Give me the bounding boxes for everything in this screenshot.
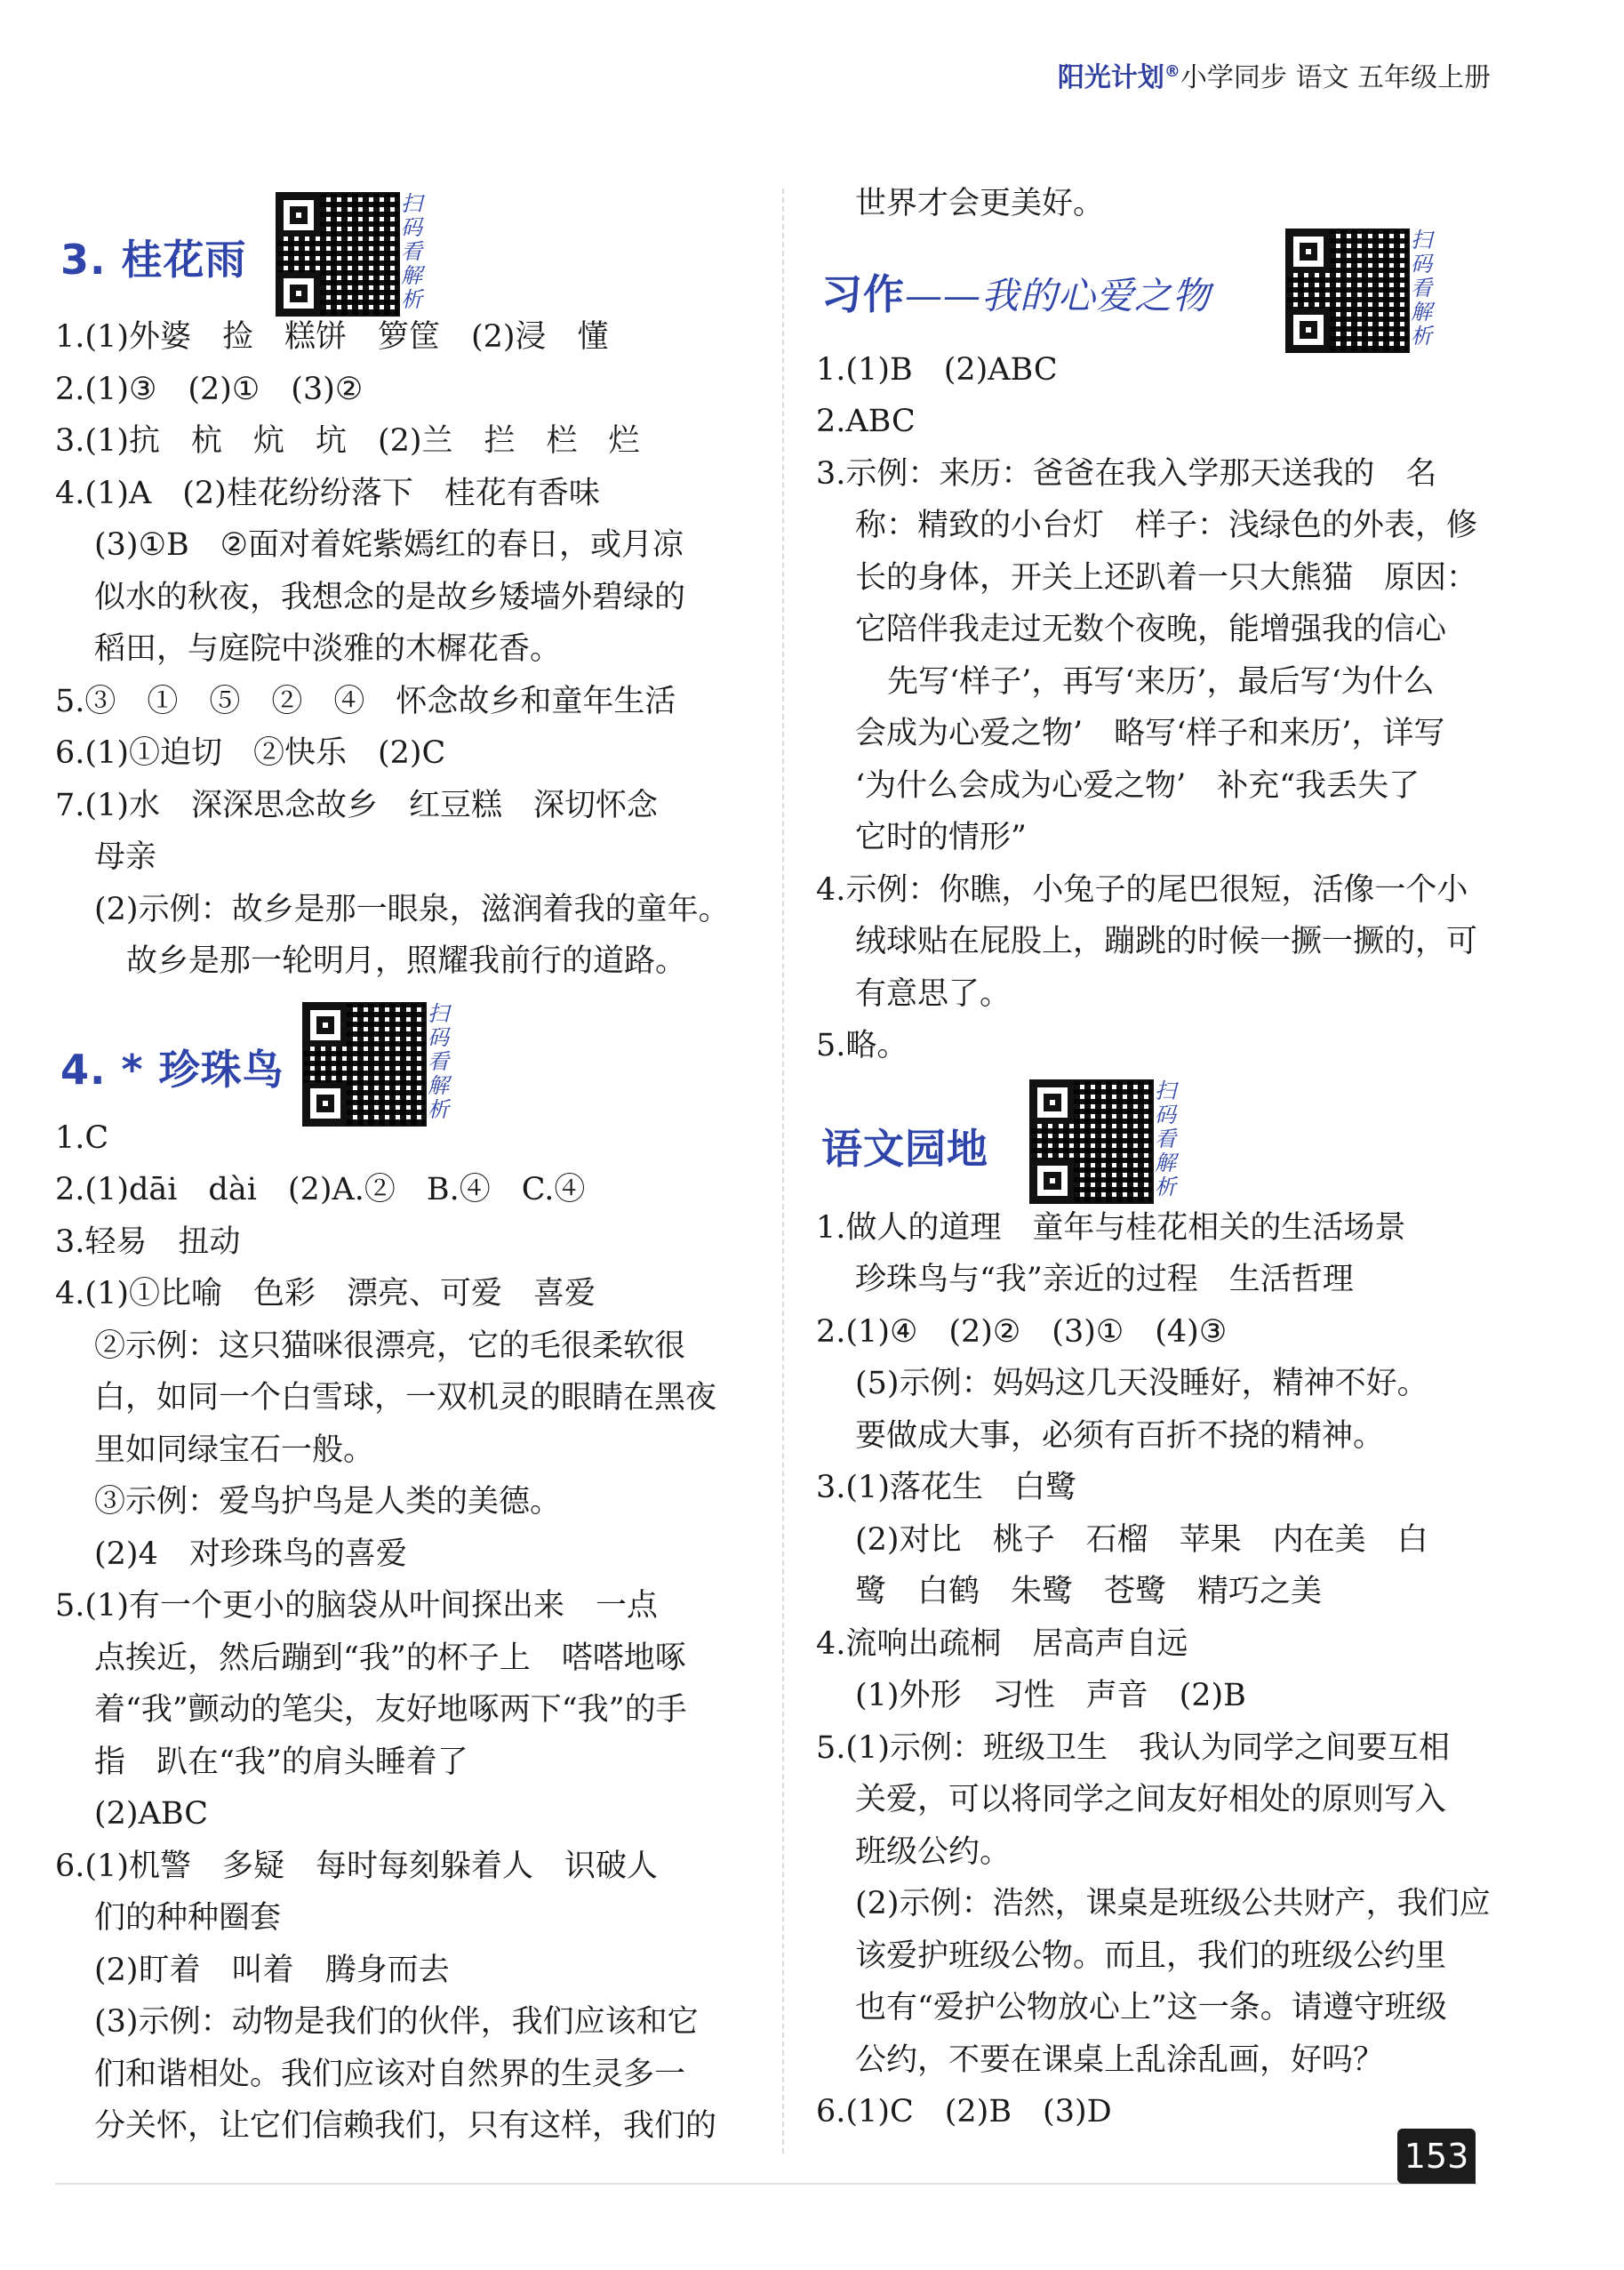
answers-composition <box>816 344 1518 1072</box>
answer-line: (2)对比 桃子 石榴 苹果 内在美 白 <box>855 1521 1428 1558</box>
section-title: 语文园地 <box>821 1124 988 1173</box>
left-column <box>55 178 766 2153</box>
qr-code-icon[interactable] <box>1287 230 1408 351</box>
answer-line: 2.(1)③ (2)① (3)② <box>55 371 364 407</box>
answer-line: 5.(1)有一个更小的脑袋从叶间探出来 一点 <box>55 1588 658 1624</box>
answer-line: 班级公约。 <box>855 1833 1012 1870</box>
answer-line: 1.C <box>55 1119 109 1156</box>
answer-line: 3.示例：来历：爸爸在我入学那天送我的 名 <box>816 455 1437 492</box>
answer-line: 称：精致的小台灯 样子：浅绿色的外表，修 <box>855 508 1478 543</box>
answer-line: 6.(1)①迫切 ②快乐 (2)C <box>55 735 446 771</box>
answer-line: 6.(1)机警 多疑 每时每刻躲着人 识破人 <box>55 1848 658 1884</box>
section-title <box>821 262 1211 321</box>
answer-line: 珍珠鸟与“我”亲近的过程 生活哲理 <box>855 1262 1354 1297</box>
answer-line: 会成为心爱之物’ 略写‘样子和来历’，详写 <box>855 716 1445 751</box>
section-title: 4. * 珍珠鸟 <box>60 1045 284 1094</box>
brand-name: 阳光计划 <box>1057 62 1164 93</box>
answer-line: 5.(1)示例：班级卫生 我认为同学之间要互相 <box>816 1729 1450 1766</box>
page-header <box>1058 55 1491 94</box>
answer-line: (5)示例：妈妈这几天没睡好，精神不好。 <box>855 1366 1428 1401</box>
answer-line: 鹭 白鹤 朱鹭 苍鹭 精巧之美 <box>855 1574 1323 1609</box>
answer-line: 先写‘样子’，再写‘来历’，最后写‘为什么 <box>887 663 1435 700</box>
answer-line: 们的种种圈套 <box>94 1900 282 1936</box>
qr-code-icon[interactable] <box>277 194 398 315</box>
qr-code-icon[interactable] <box>1031 1081 1152 1202</box>
answer-line: 2.(1)④ (2)② (3)① (4)③ <box>816 1313 1228 1350</box>
answer-line: (2)ABC <box>94 1796 209 1832</box>
registered-mark: ® <box>1164 62 1180 81</box>
answer-line: 公约，不要在课桌上乱涂乱画，好吗？ <box>855 2041 1385 2078</box>
answer-line: 有意思了。 <box>855 975 1012 1012</box>
answer-line: 该爱护班级公物。而且，我们的班级公约里 <box>855 1937 1447 1974</box>
answer-line: 它时的情形” <box>855 820 1027 855</box>
answer-line: 着“我”颤动的笔尖，友好地啄两下“我”的手 <box>94 1692 687 1728</box>
section-title: 3. 桂花雨 <box>60 236 247 284</box>
answer-line: ‘为什么会成为心爱之物’ 补充“我丢失了 <box>855 767 1420 804</box>
answer-line: 2.(1)dāi dài (2)A.② B.④ C.④ <box>55 1172 586 1207</box>
answer-line: ②示例：这只猫咪很漂亮，它的毛很柔软很 <box>94 1328 686 1364</box>
answer-line: (3)①B ②面对着姹紫嫣红的春日，或月凉 <box>94 527 684 563</box>
answer-line: 们和谐相处。我们应该对自然界的生灵多一 <box>94 2056 686 2092</box>
qr-label: 扫码看解析 <box>428 1000 449 1122</box>
answer-line: ③示例：爱鸟护鸟是人类的美德。 <box>94 1484 562 1520</box>
answer-line: (2)示例：浩然，课桌是班级公共财产，我们应 <box>855 1886 1491 1921</box>
answers-chinese-garden <box>816 1202 1518 2138</box>
qr-label: 扫码看解析 <box>401 191 422 312</box>
answers-lesson-4 <box>55 1112 766 2153</box>
answer-line: 母亲 <box>94 839 157 875</box>
answer-line: (2)盯着 叫着 腾身而去 <box>94 1952 450 1988</box>
answer-line: 稻田，与庭院中淡雅的木樨花香。 <box>94 631 562 667</box>
answer-line: 绒球贴在屁股上，蹦跳的时候一撅一撅的，可 <box>855 924 1478 959</box>
answer-line: 1.做人的道理 童年与桂花相关的生活场景 <box>816 1209 1406 1246</box>
answer-line: 1.(1)外婆 捡 糕饼 箩筐 (2)浸 懂 <box>55 319 609 355</box>
answer-line: 5.略。 <box>816 1028 908 1063</box>
answer-line: 3.(1)落花生 白鹭 <box>816 1470 1076 1505</box>
answer-line: 长的身体，开关上还趴着一只大熊猫 原因： <box>855 559 1478 596</box>
right-column <box>816 178 1518 2138</box>
answer-line: 7.(1)水 深深思念故乡 红豆糕 深切怀念 <box>55 787 658 823</box>
bottom-divider <box>55 2183 1477 2185</box>
answer-line: 4.示例：你瞧，小兔子的尾巴很短，活像一个小 <box>816 871 1468 908</box>
section-header-chinese-garden <box>816 1078 1518 1202</box>
answer-line: 白，如同一个白雪球，一双机灵的眼睛在黑夜 <box>94 1380 717 1416</box>
answer-line: 4.(1)①比喻 色彩 漂亮、可爱 喜爱 <box>55 1276 596 1311</box>
answer-line: (2)示例：故乡是那一眼泉，滋润着我的童年。 <box>94 891 730 927</box>
section-header-lesson-4 <box>55 997 766 1122</box>
answer-line: 故乡是那一轮明月，照耀我前行的道路。 <box>126 943 687 979</box>
section-header-composition <box>816 227 1518 349</box>
answer-line: 1.(1)B (2)ABC <box>816 351 1058 388</box>
answer-line: 它陪伴我走过无数个夜晚，能增强我的信心 <box>855 612 1447 647</box>
answer-line: 2.ABC <box>816 404 916 439</box>
answer-line: 5.③ ① ⑤ ② ④ 怀念故乡和童年生活 <box>55 683 676 719</box>
qr-code-icon[interactable] <box>304 1004 425 1125</box>
answer-line: (2)4 对珍珠鸟的喜爱 <box>94 1536 407 1572</box>
answers-lesson-3 <box>55 311 766 988</box>
answer-line: (3)示例：动物是我们的伙伴，我们应该和它 <box>94 2004 699 2040</box>
answer-line: 似水的秋夜，我想念的是故乡矮墙外碧绿的 <box>94 579 686 615</box>
answer-line: 要做成大事，必须有百折不挠的精神。 <box>855 1417 1385 1454</box>
answer-line: 指 趴在“我”的肩头睡着了 <box>94 1744 468 1780</box>
section-subtitle: ——我的心爱之物 <box>905 273 1212 317</box>
page-number: 153 <box>1397 2129 1476 2184</box>
column-divider <box>782 188 784 2154</box>
section-title-main: 习作 <box>821 269 905 318</box>
answer-line: 4.(1)A (2)桂花纷纷落下 桂花有香味 <box>55 475 600 511</box>
answer-line: (1)外形 习性 声音 (2)B <box>855 1678 1246 1713</box>
answer-line: 世界才会更美好。 <box>855 186 1105 221</box>
answer-line: 6.(1)C (2)B (3)D <box>816 2094 1112 2130</box>
section-header-lesson-3 <box>55 187 766 311</box>
answer-line: 3.轻易 扭动 <box>55 1223 241 1260</box>
qr-label: 扫码看解析 <box>1411 227 1432 349</box>
header-subtitle: 小学同步 语文 五年级上册 <box>1180 62 1491 93</box>
answer-line: 分关怀，让它们信赖我们，只有这样，我们的 <box>94 2108 717 2144</box>
qr-label: 扫码看解析 <box>1155 1078 1176 1199</box>
answer-line: 4.流响出疏桐 居高声自远 <box>816 1625 1188 1662</box>
answer-line: 3.(1)抗 杭 炕 坑 (2)兰 拦 栏 烂 <box>55 423 640 459</box>
answer-line: 也有“爱护公物放心上”这一条。请遵守班级 <box>855 1990 1447 2025</box>
answer-line: 关爱，可以将同学之间友好相处的原则写入 <box>855 1782 1447 1817</box>
answer-line: 里如同绿宝石一般。 <box>94 1432 375 1468</box>
answer-line: 点挨近，然后蹦到“我”的杯子上 嗒嗒地啄 <box>94 1640 686 1676</box>
